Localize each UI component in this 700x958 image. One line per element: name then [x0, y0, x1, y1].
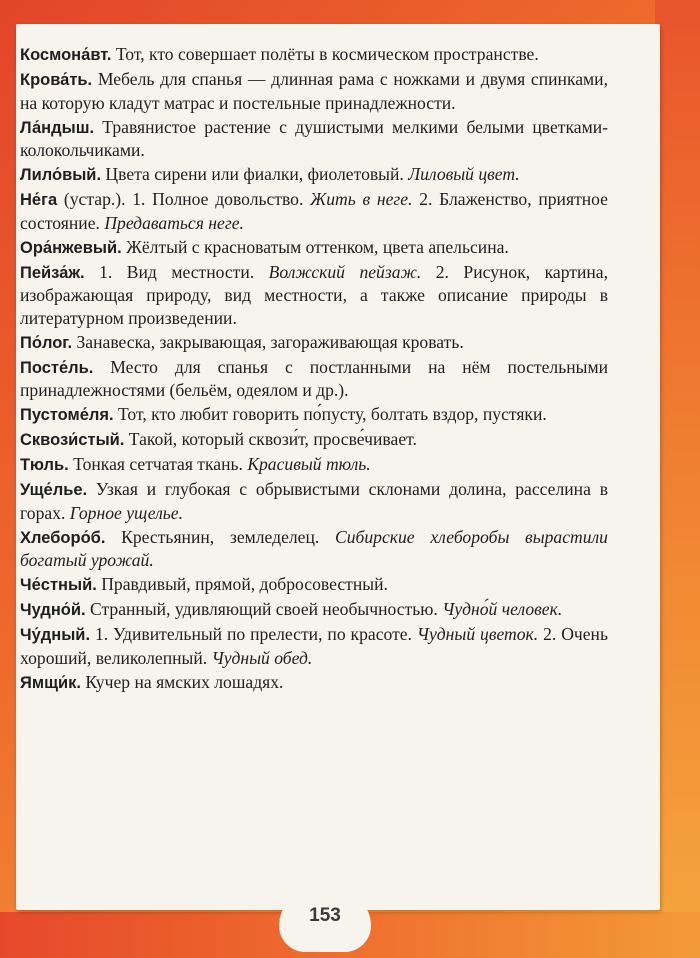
entry-definition: Узкая и глубокая с обрывистыми склонами долина, расселина в горах. [20, 479, 608, 523]
glossary-entry-kosmonavt [20, 43, 608, 67]
entry-definition-2: 2. Рисунок, картина, изображающая природу, вид местности, а также описание природы в литературном произведении. [20, 261, 608, 328]
entry-term: Чу́дный. [20, 626, 91, 644]
entry-definition: Травянистое растение с душистыми мелкими белыми цветками-колокольчиками. [20, 116, 608, 160]
entry-term: Космона́вт. [20, 46, 112, 64]
entry-term: Хлеборо́б. [20, 528, 106, 547]
glossary-entry-ushchelye [20, 478, 608, 524]
entry-definition: Тонкая сетчатая ткань. [68, 454, 248, 474]
glossary-entry-chudnoy [20, 598, 608, 622]
glossary-entry-postel [20, 356, 608, 402]
entry-example-2: Чудный обед. [211, 647, 313, 668]
glossary-entry-pustomelya [20, 403, 608, 427]
entry-example: Сибирские хлеборобы вырастили богатый урожай. [20, 526, 608, 570]
entry-term: Ора́нжевый. [20, 238, 122, 257]
glossary-entry-nega [20, 188, 608, 234]
entry-example: Чудно́й человек. [442, 599, 563, 619]
glossary-entry-lilovy [20, 163, 608, 187]
glossary-entry-polog [20, 331, 608, 355]
entry-example: Красивый тюль. [247, 454, 371, 474]
entry-term: Ямщи́к. [20, 673, 81, 692]
entry-definition: (устар.). 1. Полное довольство. [57, 189, 311, 209]
entry-term: Ла́ндыш. [20, 118, 95, 137]
entry-definition: 1. Вид местности. [84, 261, 269, 282]
entry-definition: Место для спанья с постланными на нём постельными принадлежностями (бельём, одеялом и др.). [20, 356, 608, 400]
entry-definition: Жёлтый с красноватым оттенком, цвета апельсина. [121, 236, 509, 257]
entry-term: Посте́ль. [20, 358, 94, 377]
entry-definition: 1. Удивительный по прелести, по красоте. [90, 624, 417, 644]
entry-term: Тюль. [20, 456, 69, 474]
entry-definition: Тот, кто любит говорить по́пусту, болтать вздор, пустяки. [113, 404, 547, 424]
glossary-entry-chudny [20, 623, 608, 669]
entry-term: По́лог. [20, 333, 73, 352]
entry-example-2: Предаваться неге. [104, 212, 244, 233]
glossary-entry-skvozisty [20, 428, 608, 452]
entry-term: Сквози́стый. [20, 431, 125, 449]
entry-term: Чудно́й. [20, 601, 86, 619]
glossary-entry-krovat [20, 68, 608, 114]
entry-term: Уще́лье. [20, 481, 88, 499]
entry-definition: Тот, кто совершает полёты в космическом пространстве. [111, 44, 539, 64]
entry-definition: Кучер на ямских лошадях. [80, 671, 284, 692]
entry-definition: Правдивый, прямой, добросовестный. [96, 574, 388, 594]
entry-term: Пустоме́ля. [20, 406, 114, 424]
entry-definition: Цвета сирени или фиалки, фиолетовый. [101, 164, 409, 184]
page-number: 153 [309, 905, 341, 926]
glossary-entry-landysh [20, 116, 608, 162]
glossary-entry-yamshchik [20, 671, 608, 695]
entry-term: Че́стный. [20, 576, 97, 594]
entry-definition-2: 2. Очень хороший, великолепный. [20, 624, 609, 668]
entry-term: Не́га [20, 191, 58, 209]
glossary-entry-khleborob [20, 526, 608, 572]
entry-definition-2: 2. Блаженство, приятное состояние. [20, 189, 608, 233]
entry-example: Лиловый цвет. [408, 164, 520, 184]
entry-example: Горное ущелье. [69, 502, 183, 523]
entry-term: Крова́ть. [20, 71, 93, 89]
entry-definition: Мебель для спанья — длинная рама с ножками и двумя спинками, на которую кладут матрас и постельные принадлежности. [20, 69, 608, 113]
entry-example: Жить в неге. [310, 189, 413, 209]
glossary-entry-tyul [20, 453, 608, 477]
right-edge-band [655, 0, 700, 958]
entry-definition: Такой, который сквози́т, просве́чивает. [124, 429, 417, 449]
glossary-entry-oranzhevy [20, 236, 608, 260]
entry-definition: Занавеска, закрывающая, загораживающая кровать. [72, 331, 464, 352]
glossary-entry-chestny [20, 573, 608, 597]
glossary-list [20, 43, 608, 696]
entry-definition: Крестьянин, земледелец. [105, 526, 335, 547]
entry-term: Пейза́ж. [20, 263, 85, 282]
glossary-entry-peyzazh [20, 261, 608, 330]
entry-definition: Странный, удивляющий своей необычностью. [85, 599, 443, 619]
entry-term: Лило́вый. [20, 166, 102, 184]
entry-example: Чудный цветок. [416, 624, 539, 644]
entry-example: Волжский пейзаж. [268, 261, 422, 282]
